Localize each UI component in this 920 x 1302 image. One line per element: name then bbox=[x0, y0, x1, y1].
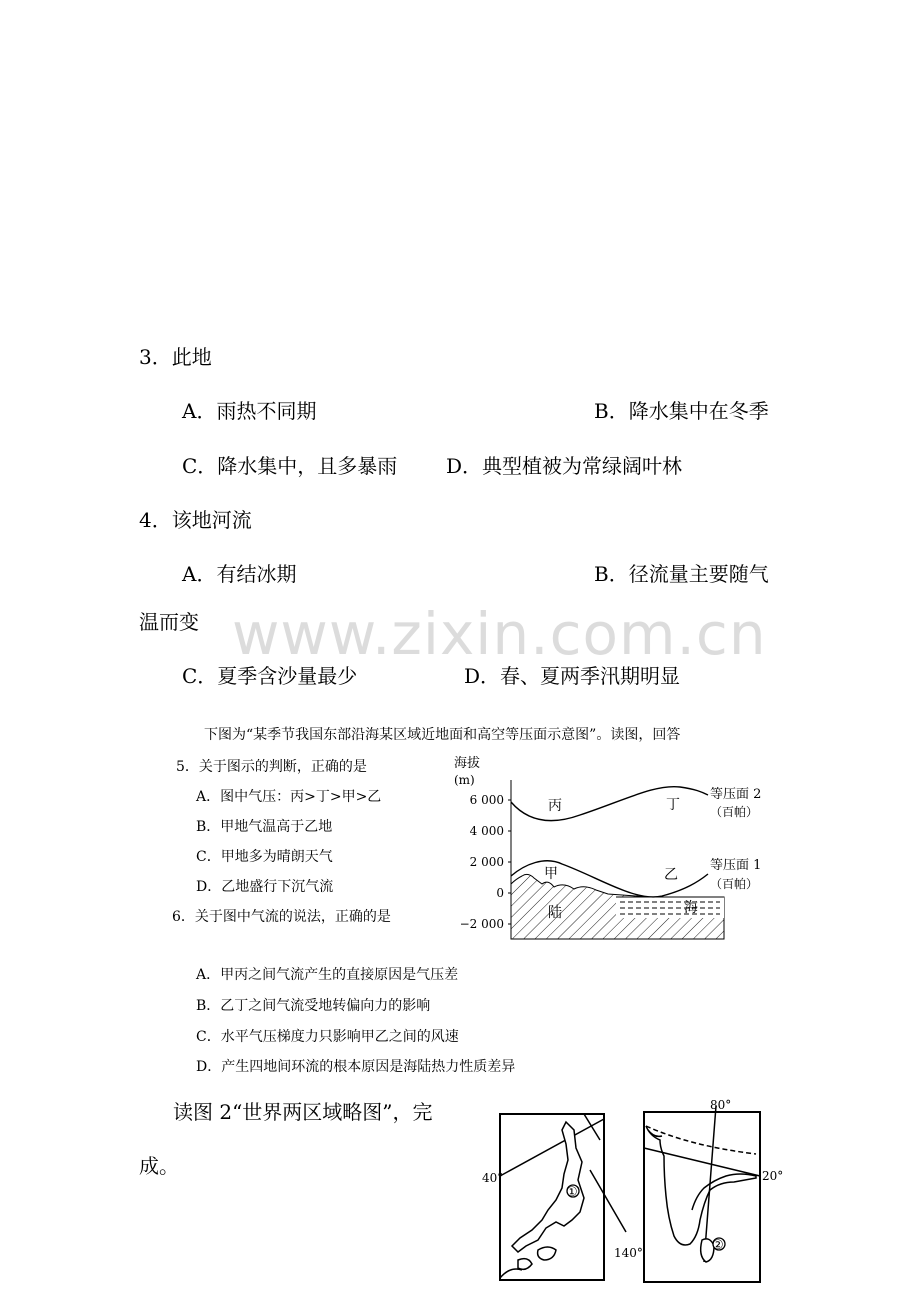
isobaric-surface-diagram bbox=[450, 752, 790, 948]
surface1-label: 等压面 1 bbox=[710, 858, 762, 873]
axis-tick-label: 2 000 bbox=[469, 855, 504, 869]
map-intro-line2: 成。 bbox=[139, 1154, 179, 1178]
q6-option-a: A．甲丙之间气流产生的直接原因是气压差 bbox=[196, 967, 459, 983]
q3-stem: 3．此地 bbox=[139, 345, 212, 369]
q4-stem: 4．该地河流 bbox=[139, 508, 252, 532]
map-right-lat-label: 20° bbox=[762, 1169, 784, 1183]
q6-option-c: C．水平气压梯度力只影响甲乙之间的风速 bbox=[196, 1029, 459, 1045]
q6-stem: 6．关于图中气流的说法，正确的是 bbox=[172, 909, 391, 925]
q4-option-d: D．春、夏两季汛期明显 bbox=[464, 664, 681, 688]
q5-stem: 5．关于图示的判断，正确的是 bbox=[176, 759, 367, 775]
q6-option-d: D．产生四地间环流的根本原因是海陆热力性质差异 bbox=[196, 1059, 516, 1075]
map-left-lon-label: 140° bbox=[614, 1246, 643, 1260]
map-left-lat-label: 40° bbox=[482, 1171, 504, 1185]
axis-tick-label: 6 000 bbox=[469, 793, 504, 807]
axis-tick-label: 0 bbox=[496, 886, 504, 900]
map-left-japan bbox=[478, 1100, 643, 1300]
watermark: www.zixin.com.cn bbox=[232, 600, 767, 668]
q4-option-b-continued: 温而变 bbox=[139, 610, 199, 634]
q6-option-b: B．乙丁之间气流受地转偏向力的影响 bbox=[196, 998, 431, 1014]
label-jia: 甲 bbox=[544, 866, 558, 882]
q4-option-a: A．有结冰期 bbox=[182, 562, 297, 586]
q5-option-d: D．乙地盛行下沉气流 bbox=[196, 879, 334, 895]
surface1-unit: （百帕） bbox=[710, 877, 759, 891]
label-bing: 丙 bbox=[548, 798, 562, 814]
label-sea: 海 bbox=[684, 900, 698, 916]
map-right-marker: ② bbox=[712, 1238, 724, 1253]
q3-option-d: D．典型植被为常绿阔叶林 bbox=[446, 454, 683, 478]
map-right-lon-label: 80° bbox=[710, 1098, 732, 1112]
map-intro-line1: 读图 2“世界两区域略图”，完 bbox=[173, 1100, 433, 1124]
label-ding: 丁 bbox=[666, 797, 680, 813]
diagram-intro: 下图为“某季节我国东部沿海某区域近地面和高空等压面示意图”。读图，回答 bbox=[204, 727, 681, 743]
q5-option-a: A．图中气压：丙>丁>甲>乙 bbox=[196, 789, 382, 805]
label-land: 陆 bbox=[548, 905, 562, 921]
q5-option-c: C．甲地多为晴朗天气 bbox=[196, 849, 333, 865]
surface2-label: 等压面 2 bbox=[710, 787, 762, 802]
q3-option-b: B．降水集中在冬季 bbox=[594, 399, 769, 423]
label-yi: 乙 bbox=[664, 867, 678, 883]
axis-title: 海拔 bbox=[454, 756, 481, 771]
q3-option-c: C．降水集中，且多暴雨 bbox=[182, 454, 398, 478]
map-right-southasia bbox=[630, 1092, 790, 1292]
q4-option-b: B．径流量主要随气 bbox=[594, 562, 769, 586]
q3-option-a: A．雨热不同期 bbox=[182, 399, 317, 423]
surface2-unit: （百帕） bbox=[710, 805, 759, 819]
axis-tick-label: 4 000 bbox=[469, 824, 504, 838]
q4-option-c: C．夏季含沙量最少 bbox=[182, 664, 358, 688]
axis-unit: (m) bbox=[454, 773, 475, 787]
axis-tick-label: −2 000 bbox=[459, 917, 504, 931]
map-left-marker: ① bbox=[566, 1185, 578, 1200]
q5-option-b: B．甲地气温高于乙地 bbox=[196, 819, 333, 835]
